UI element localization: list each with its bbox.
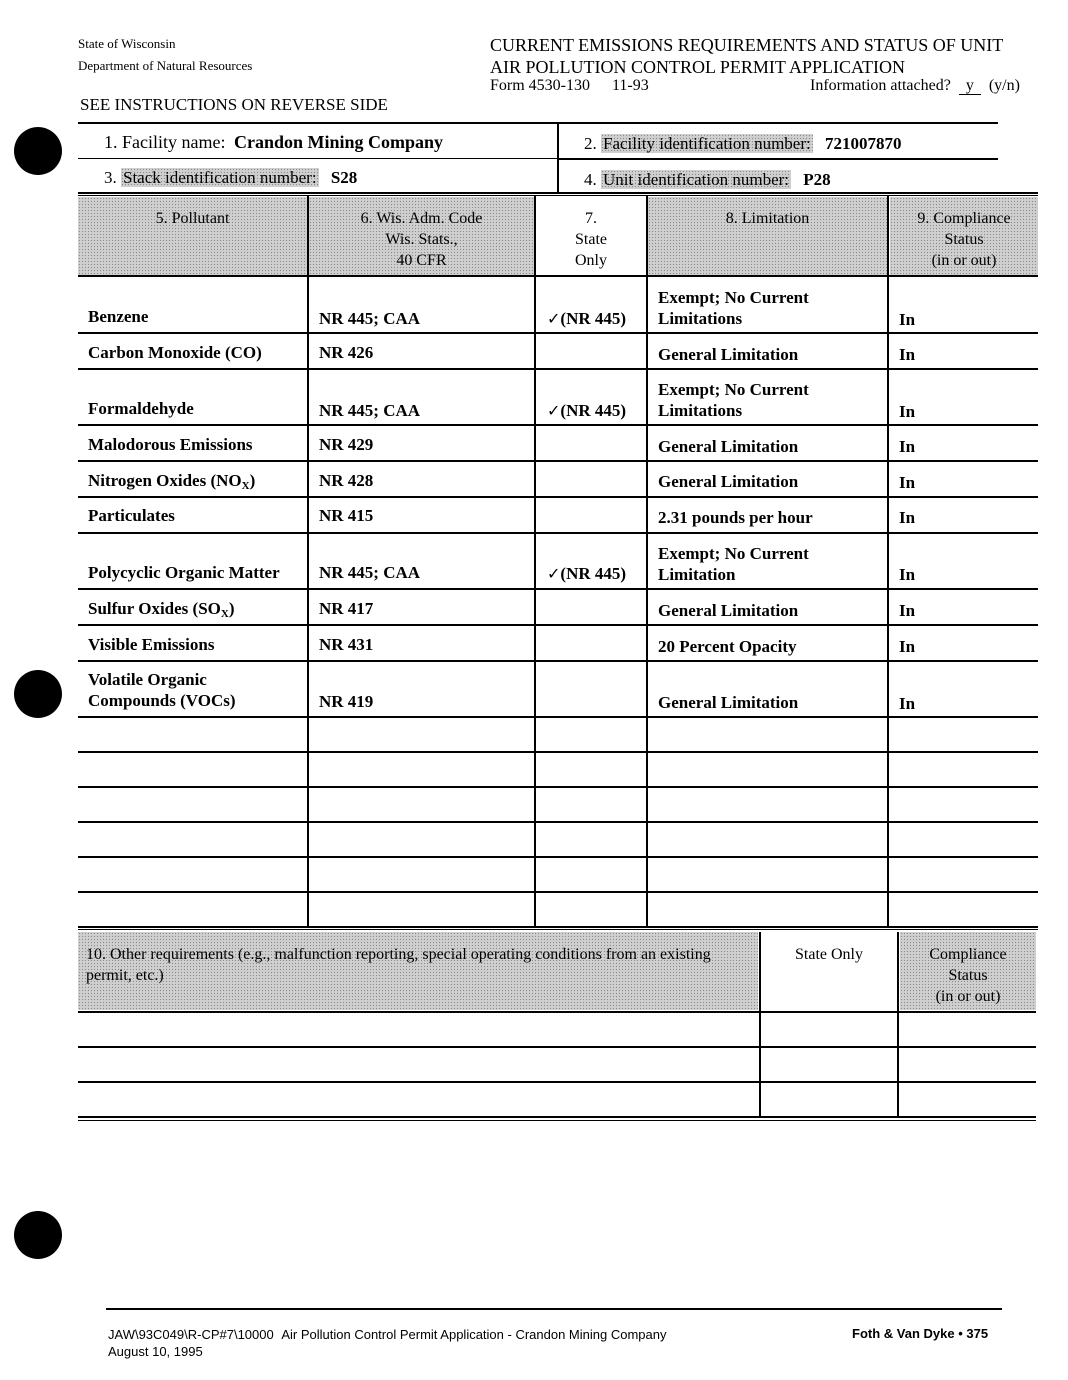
stack-id-label: Stack identification number: [123, 168, 317, 187]
header-state-only [536, 208, 646, 271]
footer-description: Air Pollution Control Permit Application - Crandon Mining Company [281, 1327, 667, 1342]
limitation-formaldehyde [658, 379, 809, 421]
limitation-sox: General Limitation [658, 601, 799, 620]
header-code-line1: 6. Wis. Adm. Code [360, 210, 483, 227]
checkmark-icon: ✓ [547, 401, 561, 420]
code-benzene: NR 445; CAA [319, 309, 421, 328]
compliance-vocs: In [899, 694, 916, 713]
other-state-only: State Only [795, 946, 863, 963]
limitation-line1: Exempt; No Current [658, 380, 809, 399]
header-compliance-line1: 9. Compliance [917, 210, 1011, 227]
unit-id-field [584, 170, 831, 190]
other-requirements-label: 10. Other requirements (e.g., malfunction reporting, special operating conditions from an existing permit, etc.) [86, 946, 711, 984]
facility-id-label: Facility identification number: [603, 134, 811, 153]
state-only-formaldehyde [547, 400, 626, 421]
state-only-pom [547, 563, 626, 584]
header-state-line3: Only [575, 252, 607, 269]
facility-id-value: 721007870 [824, 134, 902, 153]
limitation-line1: Exempt; No Current [658, 544, 809, 563]
pollutant-formaldehyde: Formaldehyde [88, 399, 194, 418]
header-pollutant: 5. Pollutant [155, 210, 230, 227]
state-only-value: (NR 445) [560, 564, 627, 583]
pollutant-visible: Visible Emissions [88, 635, 215, 654]
agency-block [78, 33, 252, 77]
punch-hole-top [14, 127, 62, 175]
header-compliance-line3: (in or out) [931, 252, 997, 269]
limitation-visible: 20 Percent Opacity [658, 637, 797, 656]
code-co: NR 426 [319, 343, 374, 362]
stack-id-value: S28 [330, 168, 358, 187]
footer-right [852, 1326, 988, 1341]
state-name: State of Wisconsin [78, 36, 176, 51]
pollutant-co: Carbon Monoxide (CO) [88, 343, 262, 362]
code-formaldehyde: NR 445; CAA [319, 401, 421, 420]
pollutant-pom: Polycyclic Organic Matter [88, 563, 280, 582]
pollutant-particulates: Particulates [88, 506, 175, 525]
footer-line1 [108, 1326, 666, 1343]
facility-name-label: 1. Facility name: [104, 132, 226, 152]
other-compliance-line2: Status [948, 967, 988, 984]
limitation-line2: Limitations [658, 401, 743, 420]
limitation-line2: Limitation [658, 565, 736, 584]
limitation-malodorous: General Limitation [658, 437, 799, 456]
form-title-line2: AIR POLLUTION CONTROL PERMIT APPLICATION [490, 57, 906, 77]
form-number: Form 4530-130 [490, 77, 590, 94]
compliance-benzene: In [899, 310, 916, 329]
limitation-particulates: 2.31 pounds per hour [658, 508, 813, 527]
header-compliance-line2: Status [944, 231, 984, 248]
pollutant-line2: Compounds (VOCs) [88, 691, 236, 710]
pollutant-tail: ) [228, 599, 235, 618]
pollutant-nox [88, 470, 255, 497]
checkmark-icon: ✓ [547, 309, 561, 328]
compliance-particulates: In [899, 508, 916, 527]
header-compliance [890, 208, 1038, 271]
code-vocs: NR 419 [319, 692, 374, 711]
facility-id-field [584, 134, 901, 154]
info-attached [810, 77, 1020, 95]
header-state-line1: 7. [585, 210, 597, 227]
instructions-note: SEE INSTRUCTIONS ON REVERSE SIDE [80, 95, 388, 114]
pollutant-malodorous: Malodorous Emissions [88, 435, 253, 454]
pollutant-name: Sulfur Oxides (SO [88, 599, 221, 618]
header-code-line3: 40 CFR [396, 252, 447, 269]
compliance-co: In [899, 345, 916, 364]
info-attached-label: Information attached? [810, 77, 951, 94]
code-visible: NR 431 [319, 635, 374, 654]
limitation-line2: Limitations [658, 309, 743, 328]
punch-hole-bottom [14, 1211, 62, 1259]
limitation-nox: General Limitation [658, 472, 799, 491]
form-number-line [490, 77, 649, 95]
stack-id-field [104, 168, 357, 188]
footer-path: JAW\93C049\R-CP#7\10000 [108, 1327, 274, 1342]
pollutant-subscript: X [241, 480, 250, 492]
limitation-pom [658, 543, 809, 585]
checkmark-icon: ✓ [547, 564, 561, 583]
other-compliance-header [900, 944, 1036, 1007]
state-only-value: (NR 445) [560, 401, 627, 420]
punch-hole-middle [14, 670, 62, 718]
limitation-benzene [658, 287, 809, 329]
header-code [309, 208, 534, 271]
header-code-line2: Wis. Stats., [385, 231, 458, 248]
department-name: Department of Natural Resources [78, 58, 253, 73]
form-date: 11-93 [612, 77, 649, 94]
other-compliance-line3: (in or out) [935, 988, 1001, 1005]
footer-date: August 10, 1995 [108, 1344, 203, 1359]
limitation-vocs: General Limitation [658, 693, 799, 712]
footer-left [108, 1326, 666, 1360]
pollutant-benzene: Benzene [88, 307, 149, 326]
facility-id-num: 2. [584, 134, 597, 153]
pollutant-subscript: X [220, 608, 229, 620]
pollutant-tail: ) [249, 471, 256, 490]
facility-name-field [104, 132, 443, 153]
compliance-formaldehyde: In [899, 402, 916, 421]
info-attached-value: y [959, 78, 981, 95]
compliance-visible: In [899, 637, 916, 656]
info-attached-suffix: (y/n) [988, 77, 1020, 94]
header-state-line2: State [575, 231, 607, 248]
form-title [490, 34, 1003, 78]
code-nox: NR 428 [319, 471, 374, 490]
footer-page: 375 [966, 1326, 989, 1341]
code-pom: NR 445; CAA [319, 563, 421, 582]
compliance-sox: In [899, 601, 916, 620]
footer-bullet: • [958, 1326, 963, 1341]
code-particulates: NR 415 [319, 506, 374, 525]
other-compliance-line1: Compliance [929, 946, 1007, 963]
unit-id-value: P28 [803, 170, 831, 189]
code-sox: NR 417 [319, 599, 374, 618]
compliance-malodorous: In [899, 437, 916, 456]
limitation-co: General Limitation [658, 345, 799, 364]
pollutant-sox [88, 598, 235, 625]
footer-company: Foth & Van Dyke [852, 1326, 955, 1341]
facility-name-value: Crandon Mining Company [233, 132, 444, 152]
state-only-value: (NR 445) [560, 309, 627, 328]
compliance-nox: In [899, 473, 916, 492]
state-only-benzene [547, 308, 626, 329]
pollutant-vocs [88, 669, 236, 711]
limitation-line1: Exempt; No Current [658, 288, 809, 307]
pollutant-name: Nitrogen Oxides (NO [88, 471, 242, 490]
code-malodorous: NR 429 [319, 435, 374, 454]
stack-id-num: 3. [104, 168, 117, 187]
unit-id-label: Unit identification number: [603, 170, 790, 189]
compliance-pom: In [899, 565, 916, 584]
unit-id-num: 4. [584, 170, 597, 189]
pollutant-line1: Volatile Organic [88, 670, 207, 689]
header-limitation: 8. Limitation [725, 210, 810, 227]
form-title-line1: CURRENT EMISSIONS REQUIREMENTS AND STATUS OF UNIT [490, 35, 1004, 55]
